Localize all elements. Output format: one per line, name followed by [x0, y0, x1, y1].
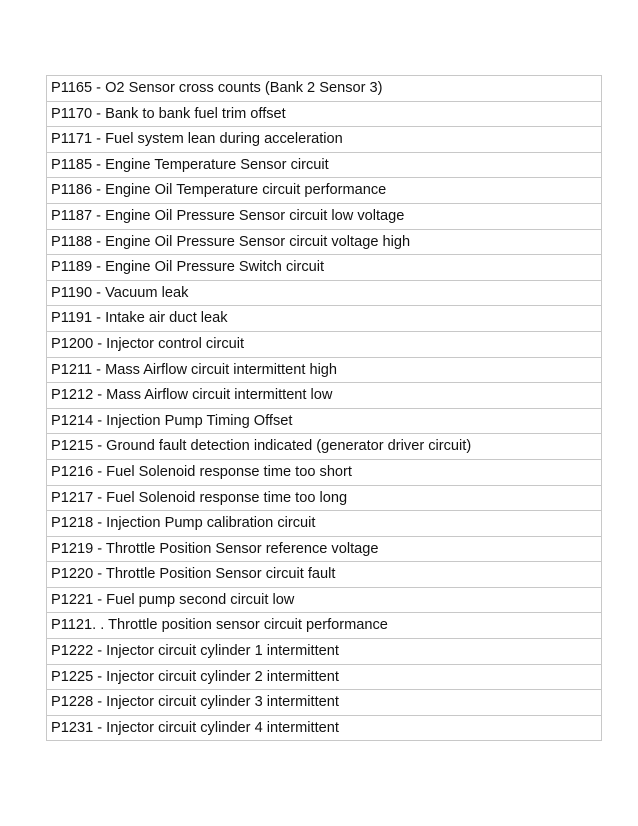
table-cell: P1211 - Mass Airflow circuit intermittent high [47, 357, 602, 383]
table-cell: P1220 - Throttle Position Sensor circuit fault [47, 562, 602, 588]
table-row [47, 383, 602, 409]
table-row [47, 127, 602, 153]
table-row [47, 434, 602, 460]
table-row [47, 76, 602, 102]
table-cell: P1191 - Intake air duct leak [47, 306, 602, 332]
table-cell: P1170 - Bank to bank fuel trim offset [47, 101, 602, 127]
table-row [47, 613, 602, 639]
table-row [47, 331, 602, 357]
table-row [47, 587, 602, 613]
table-row [47, 715, 602, 741]
table-cell: P1200 - Injector control circuit [47, 331, 602, 357]
table-row [47, 152, 602, 178]
table-row [47, 562, 602, 588]
table-cell: P1219 - Throttle Position Sensor reference voltage [47, 536, 602, 562]
table-row [47, 280, 602, 306]
table-row [47, 306, 602, 332]
table-cell: P1212 - Mass Airflow circuit intermittent low [47, 383, 602, 409]
table-row [47, 357, 602, 383]
trouble-code-table [46, 75, 602, 741]
table-cell: P1222 - Injector circuit cylinder 1 intermittent [47, 639, 602, 665]
table-cell: P1186 - Engine Oil Temperature circuit performance [47, 178, 602, 204]
table-cell: P1217 - Fuel Solenoid response time too long [47, 485, 602, 511]
table-cell: P1214 - Injection Pump Timing Offset [47, 408, 602, 434]
table-cell: P1171 - Fuel system lean during acceleration [47, 127, 602, 153]
table-row [47, 255, 602, 281]
table-cell: P1189 - Engine Oil Pressure Switch circuit [47, 255, 602, 281]
table-row [47, 101, 602, 127]
table-cell: P1216 - Fuel Solenoid response time too short [47, 459, 602, 485]
table-row [47, 459, 602, 485]
table-row [47, 229, 602, 255]
table-cell: P1218 - Injection Pump calibration circuit [47, 511, 602, 537]
table-cell: P1185 - Engine Temperature Sensor circuit [47, 152, 602, 178]
table-cell: P1221 - Fuel pump second circuit low [47, 587, 602, 613]
table-row [47, 511, 602, 537]
table-row [47, 485, 602, 511]
table-cell: P1231 - Injector circuit cylinder 4 intermittent [47, 715, 602, 741]
table-cell: P1190 - Vacuum leak [47, 280, 602, 306]
table-row [47, 536, 602, 562]
table-row [47, 408, 602, 434]
table-cell: P1121. . Throttle position sensor circuit performance [47, 613, 602, 639]
table-cell: P1188 - Engine Oil Pressure Sensor circuit voltage high [47, 229, 602, 255]
table-cell: P1225 - Injector circuit cylinder 2 intermittent [47, 664, 602, 690]
table-cell: P1187 - Engine Oil Pressure Sensor circuit low voltage [47, 203, 602, 229]
table-cell: P1228 - Injector circuit cylinder 3 intermittent [47, 690, 602, 716]
table-cell: P1165 - O2 Sensor cross counts (Bank 2 Sensor 3) [47, 76, 602, 102]
table-row [47, 203, 602, 229]
table-row [47, 664, 602, 690]
table-row [47, 690, 602, 716]
table-cell: P1215 - Ground fault detection indicated (generator driver circuit) [47, 434, 602, 460]
table-row [47, 178, 602, 204]
table-row [47, 639, 602, 665]
